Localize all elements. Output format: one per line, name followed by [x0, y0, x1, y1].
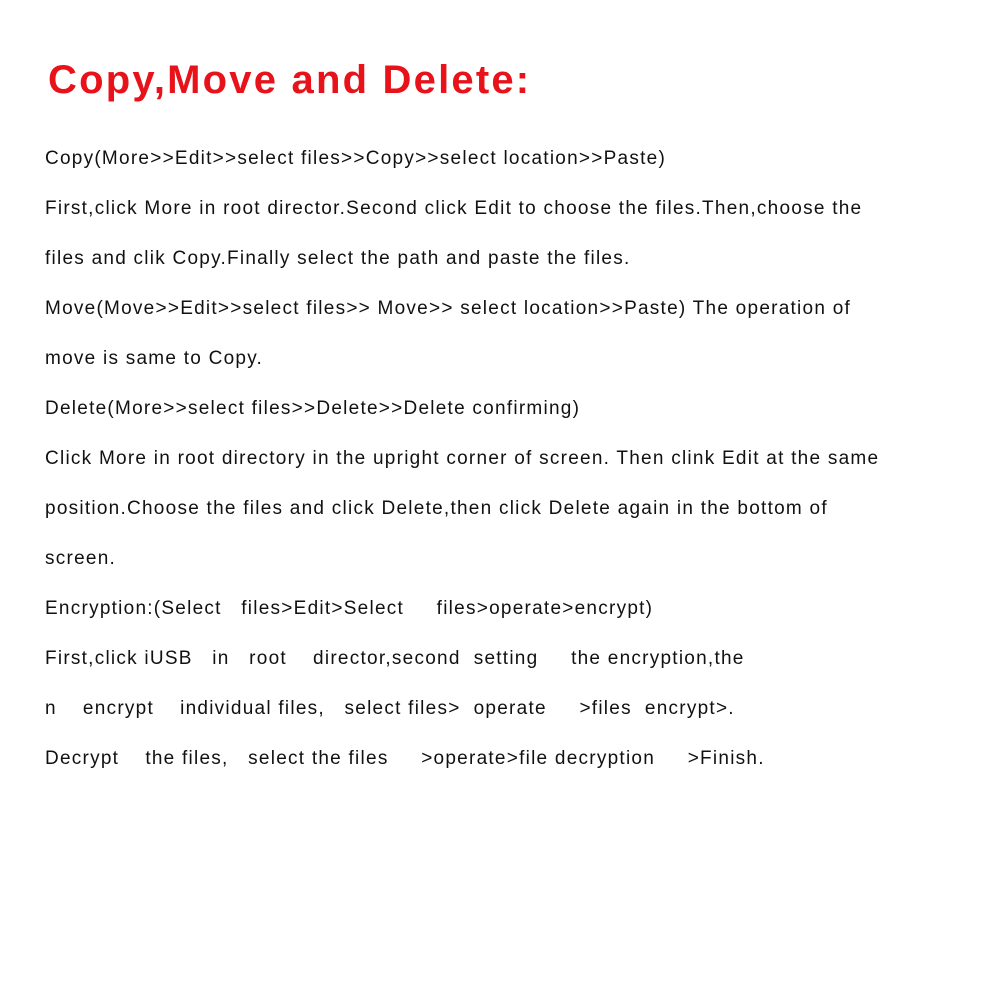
- instructions-body: [45, 146, 995, 796]
- text-line-copy-steps: Copy(More>>Edit>>select files>>Copy>>select location>>Paste): [45, 148, 667, 169]
- text-line-move-steps: Move(Move>>Edit>>select files>> Move>> select location>>Paste) The operation of: [45, 298, 852, 319]
- text-line: Click More in root directory in the upright corner of screen. Then clink Edit at the same: [45, 448, 880, 469]
- text-line: First,click More in root director.Second click Edit to choose the files.Then,choose the: [45, 198, 863, 219]
- text-line: n encrypt individual files, select files> operate >files encrypt>.: [45, 698, 735, 719]
- text-line-encryption-steps: Encryption:(Select files>Edit>Select files>operate>encrypt): [45, 598, 654, 619]
- text-line: First,click iUSB in root director,second setting the encryption,the: [45, 648, 745, 669]
- text-line-delete-steps: Delete(More>>select files>>Delete>>Delete confirming): [45, 398, 581, 419]
- text-line: screen.: [45, 548, 117, 569]
- page-title: Copy,Move and Delete:: [48, 58, 532, 102]
- text-line-decrypt-steps: Decrypt the files, select the files >operate>file decryption >Finish.: [45, 748, 765, 769]
- text-line: position.Choose the files and click Delete,then click Delete again in the bottom of: [45, 498, 828, 519]
- text-line: files and clik Copy.Finally select the path and paste the files.: [45, 248, 631, 269]
- text-line: move is same to Copy.: [45, 348, 264, 369]
